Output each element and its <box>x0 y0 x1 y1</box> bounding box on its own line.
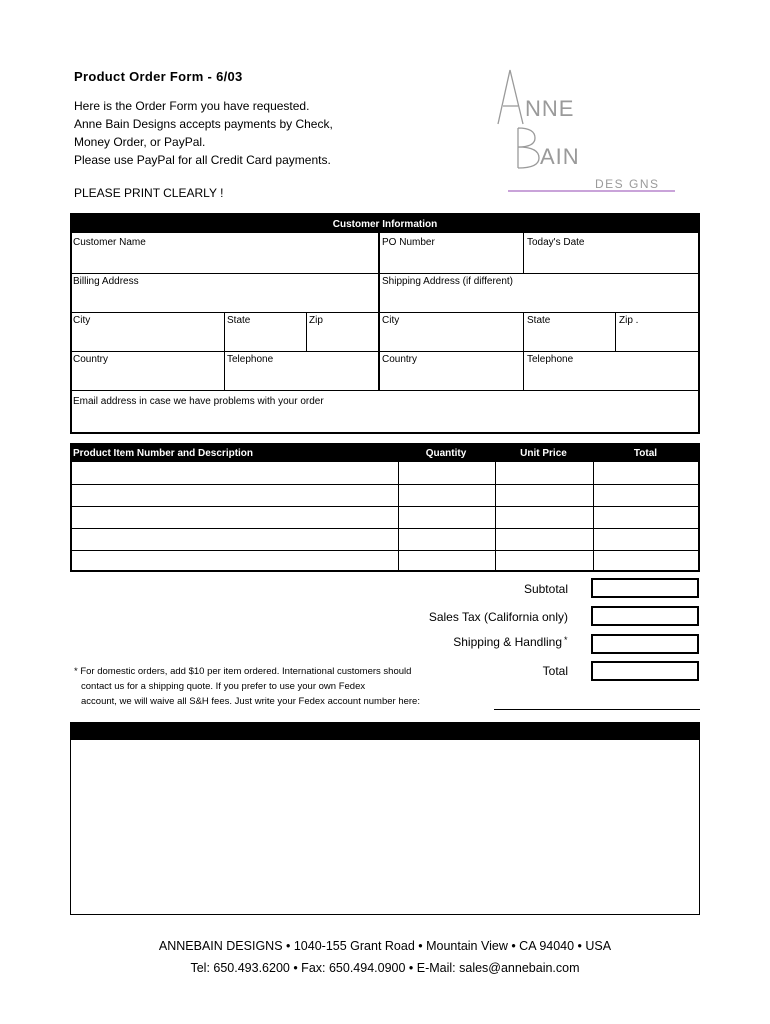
print-notice: PLEASE PRINT CLEARLY ! <box>74 186 224 200</box>
intro-line: Here is the Order Form you have requested. <box>74 99 310 113</box>
shipping-zip-field[interactable]: Zip . <box>619 315 639 326</box>
customer-info-section <box>70 213 700 434</box>
shipping-label <box>453 635 562 649</box>
subtotal-box[interactable] <box>591 578 699 598</box>
shipping-asterisk: * <box>564 635 568 645</box>
email-field[interactable]: Email address in case we have problems with your order <box>73 396 324 407</box>
billing-zip-field[interactable]: Zip <box>309 315 323 326</box>
shipping-box[interactable] <box>591 634 699 654</box>
notes-header-bar <box>71 723 699 740</box>
billing-country-field[interactable]: Country <box>73 354 109 365</box>
shipping-state-field[interactable]: State <box>527 315 551 326</box>
unit-price-header: Unit Price <box>520 448 567 459</box>
customer-info-header <box>72 215 698 233</box>
svg-text:AIN: AIN <box>540 144 580 169</box>
note-line: contact us for a shipping quote. If you prefer to use your own Fedex <box>81 681 366 692</box>
todays-date-field[interactable]: Today's Date <box>527 237 585 248</box>
annebain-logo <box>495 66 677 196</box>
shipping-address-field[interactable]: Shipping Address (if different) <box>382 276 514 287</box>
product-row[interactable] <box>72 550 398 570</box>
form-title: Product Order Form - 6/03 <box>74 69 243 84</box>
shipping-label-text: Shipping & Handling <box>453 635 562 649</box>
svg-text:NNE: NNE <box>525 96 575 121</box>
product-row[interactable] <box>72 484 398 506</box>
po-number-field[interactable]: PO Number <box>382 237 435 248</box>
total-box[interactable] <box>591 661 699 681</box>
product-row[interactable] <box>72 506 398 528</box>
intro-line: Money Order, or PayPal. <box>74 135 206 149</box>
billing-address-field[interactable]: Billing Address <box>73 276 139 287</box>
total-header: Total <box>633 448 658 459</box>
intro-text <box>74 97 333 169</box>
customer-name-field[interactable]: Customer Name <box>73 237 146 248</box>
svg-text:DES GNS: DES GNS <box>595 177 660 191</box>
note-line: account, we will waive all S&H fees. Just write your Fedex account number here: <box>81 696 420 707</box>
product-row[interactable] <box>72 462 398 484</box>
shipping-telephone-field[interactable]: Telephone <box>527 354 574 365</box>
notes-box[interactable] <box>70 722 700 915</box>
footer-address: ANNEBAIN DESIGNS • 1040-155 Grant Road • Mountain View • CA 94040 • USA <box>158 939 612 953</box>
footer-contact: Tel: 650.493.6200 • Fax: 650.494.0900 • E-Mail: sales@annebain.com <box>190 961 580 975</box>
customer-info-heading: Customer Information <box>332 219 438 230</box>
intro-line: Please use PayPal for all Credit Card payments. <box>74 153 331 167</box>
shipping-city-field[interactable]: City <box>382 315 400 326</box>
product-table-header <box>72 445 698 462</box>
sales-tax-label: Sales Tax (California only) <box>428 610 568 624</box>
fedex-account-field[interactable] <box>494 709 700 710</box>
product-table <box>70 443 700 572</box>
note-line: * For domestic orders, add $10 per item ordered. International customers should <box>74 666 412 677</box>
billing-city-field[interactable]: City <box>73 315 91 326</box>
shipping-country-field[interactable]: Country <box>382 354 418 365</box>
total-label: Total <box>542 664 568 678</box>
quantity-header: Quantity <box>425 448 467 459</box>
intro-line: Anne Bain Designs accepts payments by Check, <box>74 117 333 131</box>
product-row[interactable] <box>72 528 398 550</box>
sales-tax-box[interactable] <box>591 606 699 626</box>
subtotal-label: Subtotal <box>523 582 568 596</box>
description-header: Product Item Number and Description <box>73 448 254 459</box>
shipping-note <box>74 664 420 709</box>
billing-state-field[interactable]: State <box>227 315 251 326</box>
billing-telephone-field[interactable]: Telephone <box>227 354 274 365</box>
